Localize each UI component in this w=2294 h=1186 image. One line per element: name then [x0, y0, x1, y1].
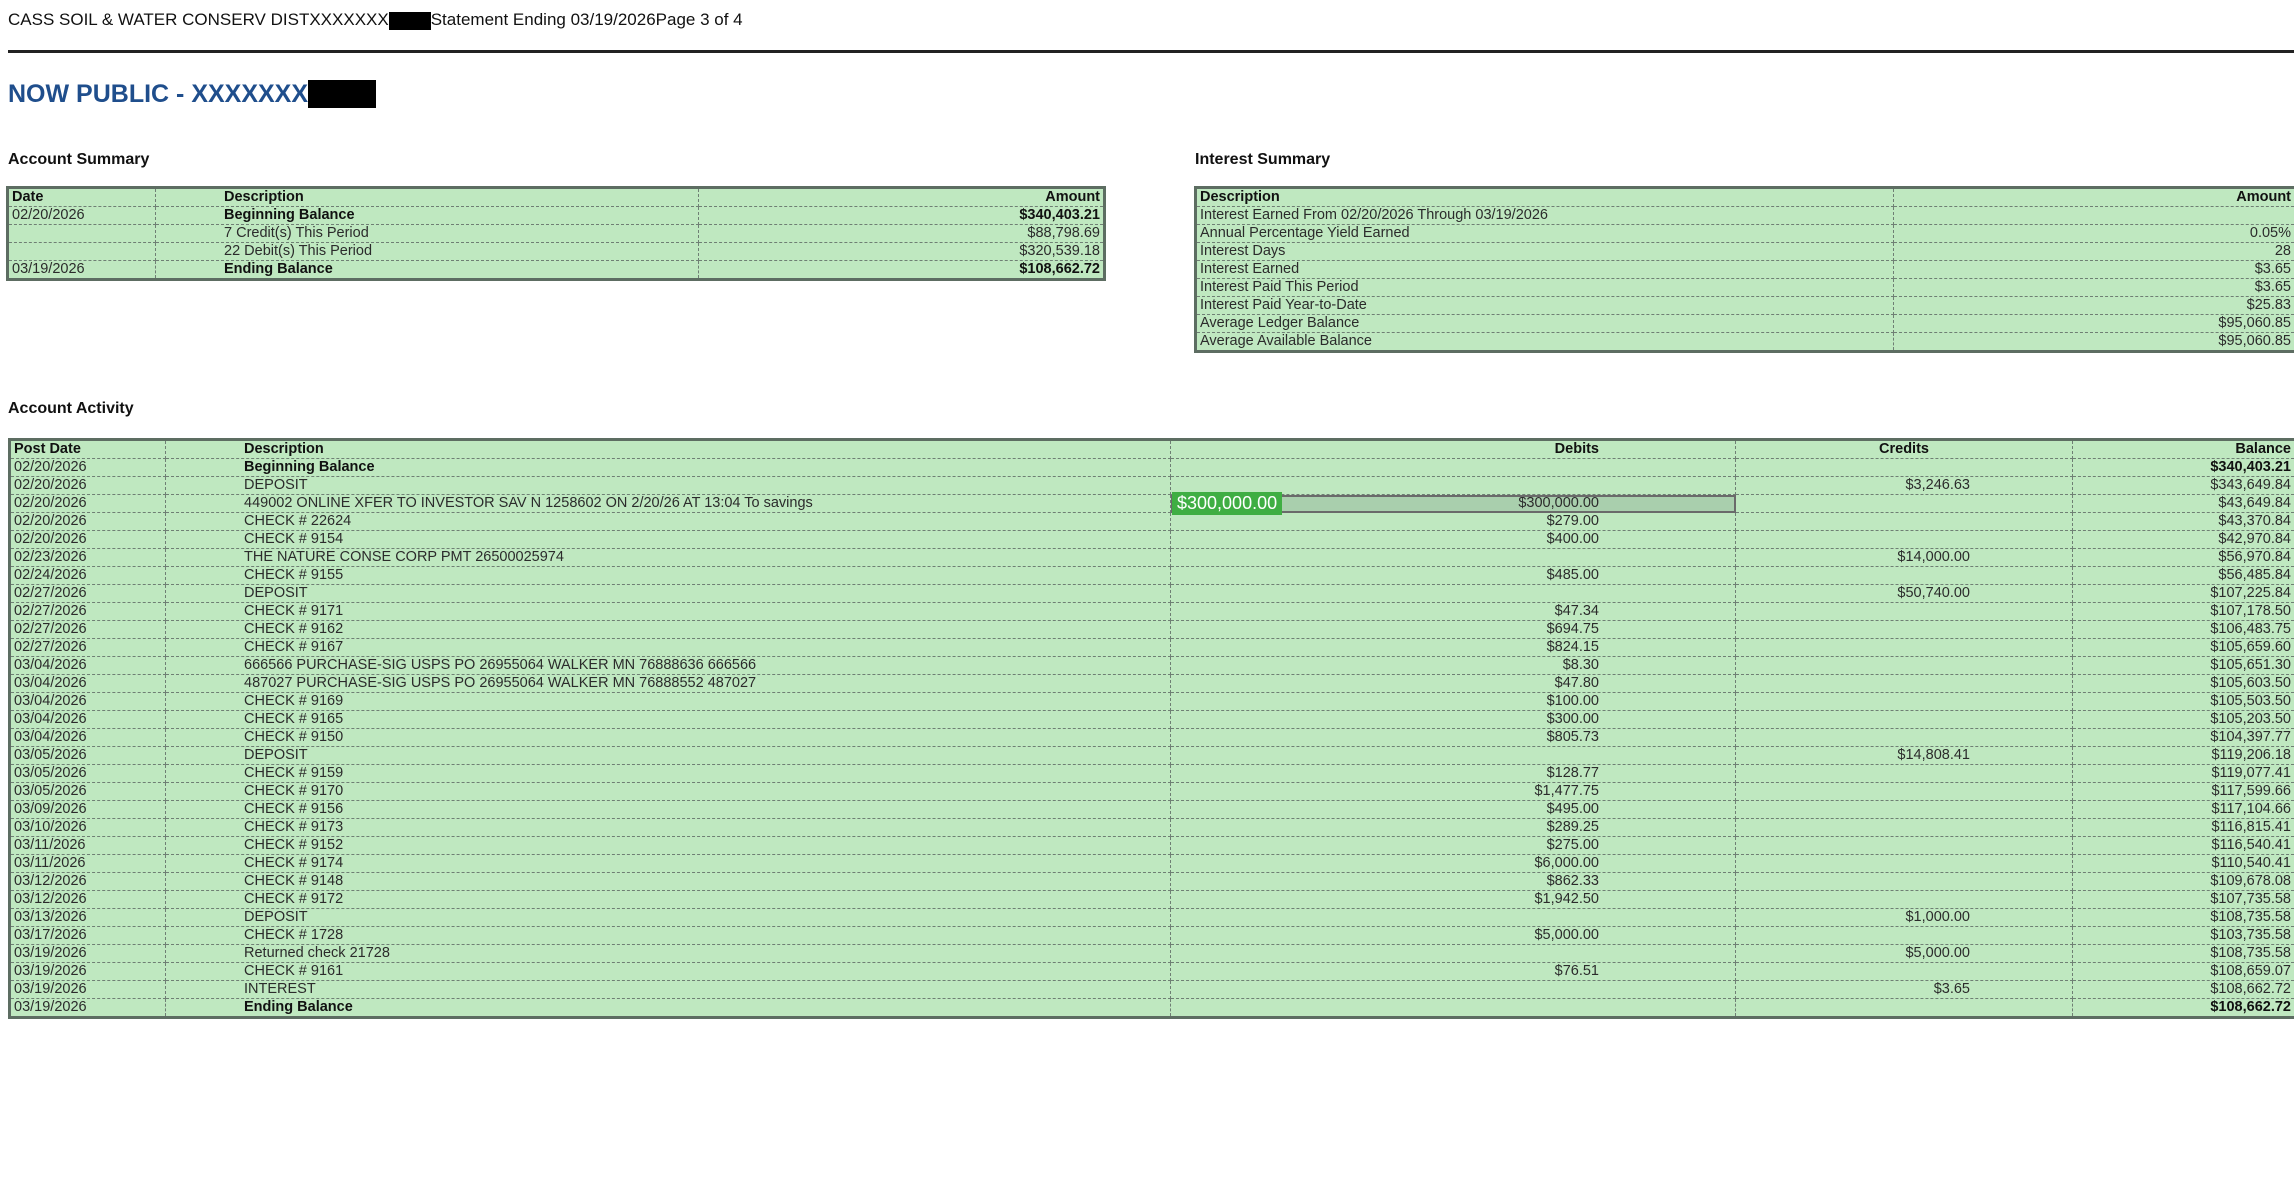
activity-credit[interactable]: [1736, 873, 2073, 891]
summary-header-row: [8, 188, 1105, 207]
activity-row[interactable]: [10, 549, 2294, 567]
summary-amount: $108,662.72: [699, 261, 1105, 280]
activity-balance[interactable]: $106,483.75: [2073, 621, 2294, 639]
activity-post-date: 03/05/2026: [10, 765, 166, 783]
interest-row: [1196, 225, 2294, 243]
summary-row: [8, 225, 1105, 243]
activity-balance[interactable]: $105,503.50: [2073, 693, 2294, 711]
activity-balance[interactable]: $43,370.84: [2073, 513, 2294, 531]
activity-post-date: 02/27/2026: [10, 603, 166, 621]
activity-balance[interactable]: $119,077.41: [2073, 765, 2294, 783]
activity-row[interactable]: [10, 981, 2294, 999]
activity-row[interactable]: [10, 927, 2294, 945]
activity-debit[interactable]: $485.00: [1171, 567, 1736, 585]
activity-debit[interactable]: $279.00: [1171, 513, 1736, 531]
activity-credit[interactable]: [1736, 891, 2073, 909]
activity-description: Beginning Balance: [166, 459, 1171, 477]
activity-debit[interactable]: [1171, 981, 1736, 999]
activity-credit[interactable]: $5,000.00: [1736, 945, 2073, 963]
activity-description: CHECK # 9167: [166, 639, 1171, 657]
activity-row[interactable]: [10, 999, 2294, 1018]
redaction-box: [389, 12, 431, 30]
interest-amount: 28: [1894, 243, 2294, 261]
activity-balance[interactable]: $107,225.84: [2073, 585, 2294, 603]
interest-row: [1196, 279, 2294, 297]
activity-balance[interactable]: $108,659.07: [2073, 963, 2294, 981]
activity-post-date: 03/11/2026: [10, 855, 166, 873]
column-header-description: Description: [166, 440, 1171, 459]
summary-description: Ending Balance: [156, 261, 699, 280]
activity-description: CHECK # 9173: [166, 819, 1171, 837]
account-title-text: NOW PUBLIC - XXXXXXX: [8, 80, 309, 108]
interest-amount: $3.65: [1894, 279, 2294, 297]
activity-credit[interactable]: [1736, 567, 2073, 585]
interest-row: [1196, 207, 2294, 225]
interest-summary-title: Interest Summary: [1195, 151, 1331, 168]
activity-row[interactable]: [10, 693, 2294, 711]
activity-post-date: 03/19/2026: [10, 963, 166, 981]
redaction-box: [308, 80, 376, 108]
activity-credit[interactable]: [1736, 639, 2073, 657]
summary-row: [8, 207, 1105, 225]
activity-description: CHECK # 9159: [166, 765, 1171, 783]
activity-debit[interactable]: $289.25: [1171, 819, 1736, 837]
activity-debit[interactable]: $862.33: [1171, 873, 1736, 891]
activity-debit-selected[interactable]: $300,000.00: [1171, 495, 1736, 513]
account-summary-title: Account Summary: [8, 151, 150, 168]
activity-credit[interactable]: [1736, 729, 2073, 747]
activity-debit[interactable]: [1171, 459, 1736, 477]
activity-description: CHECK # 9174: [166, 855, 1171, 873]
activity-row[interactable]: [10, 783, 2294, 801]
activity-post-date: 03/13/2026: [10, 909, 166, 927]
activity-balance[interactable]: $110,540.41: [2073, 855, 2294, 873]
account-summary-table: [6, 186, 1106, 281]
summary-row: [8, 261, 1105, 280]
activity-credit[interactable]: [1736, 711, 2073, 729]
activity-post-date: 03/05/2026: [10, 783, 166, 801]
activity-credit[interactable]: [1736, 765, 2073, 783]
activity-row[interactable]: [10, 639, 2294, 657]
summary-amount: $88,798.69: [699, 225, 1105, 243]
page-number: Page 3 of 4: [655, 10, 743, 29]
org-name: CASS SOIL & WATER CONSERV DISTXXXXXXX: [8, 10, 389, 29]
activity-row[interactable]: [10, 567, 2294, 585]
activity-post-date: 03/17/2026: [10, 927, 166, 945]
activity-description: DEPOSIT: [166, 585, 1171, 603]
activity-debit[interactable]: $694.75: [1171, 621, 1736, 639]
activity-row[interactable]: [10, 873, 2294, 891]
activity-credit[interactable]: [1736, 999, 2073, 1018]
activity-credit[interactable]: [1736, 495, 2073, 513]
interest-amount: $3.65: [1894, 261, 2294, 279]
activity-balance[interactable]: $56,485.84: [2073, 567, 2294, 585]
activity-row[interactable]: [10, 801, 2294, 819]
summary-date: 03/19/2026: [8, 261, 156, 280]
activity-balance[interactable]: $108,662.72: [2073, 981, 2294, 999]
activity-balance[interactable]: $105,651.30: [2073, 657, 2294, 675]
activity-credit[interactable]: [1736, 603, 2073, 621]
activity-credit[interactable]: [1736, 675, 2073, 693]
activity-description: CHECK # 9171: [166, 603, 1171, 621]
activity-debit[interactable]: [1171, 999, 1736, 1018]
activity-balance[interactable]: $108,735.58: [2073, 909, 2294, 927]
activity-row[interactable]: [10, 711, 2294, 729]
activity-credit[interactable]: $3.65: [1736, 981, 2073, 999]
activity-balance[interactable]: $42,970.84: [2073, 531, 2294, 549]
activity-description: 449002 ONLINE XFER TO INVESTOR SAV N 1258602 ON 2/20/26 AT 13:04 To savings: [166, 495, 1171, 513]
activity-balance[interactable]: $343,649.84: [2073, 477, 2294, 495]
activity-post-date: 03/04/2026: [10, 711, 166, 729]
activity-debit[interactable]: $300.00: [1171, 711, 1736, 729]
activity-row[interactable]: [10, 747, 2294, 765]
activity-row[interactable]: [10, 585, 2294, 603]
column-header-credits: Credits: [1736, 440, 2073, 459]
activity-post-date: 03/05/2026: [10, 747, 166, 765]
activity-debit[interactable]: $824.15: [1171, 639, 1736, 657]
activity-debit[interactable]: $76.51: [1171, 963, 1736, 981]
activity-description: CHECK # 9162: [166, 621, 1171, 639]
activity-debit[interactable]: $6,000.00: [1171, 855, 1736, 873]
activity-debit[interactable]: $47.34: [1171, 603, 1736, 621]
activity-description: THE NATURE CONSE CORP PMT 26500025974: [166, 549, 1171, 567]
activity-post-date: 03/04/2026: [10, 675, 166, 693]
activity-description: 487027 PURCHASE-SIG USPS PO 26955064 WALKER MN 76888552 487027: [166, 675, 1171, 693]
activity-balance[interactable]: $108,735.58: [2073, 945, 2294, 963]
activity-description: CHECK # 9172: [166, 891, 1171, 909]
activity-debit[interactable]: [1171, 549, 1736, 567]
activity-row[interactable]: [10, 909, 2294, 927]
activity-credit[interactable]: $50,740.00: [1736, 585, 2073, 603]
activity-debit[interactable]: [1171, 945, 1736, 963]
interest-description: Annual Percentage Yield Earned: [1196, 225, 1894, 243]
activity-credit[interactable]: [1736, 693, 2073, 711]
activity-debit[interactable]: [1171, 747, 1736, 765]
interest-summary-table: [1194, 186, 2294, 353]
activity-balance[interactable]: $103,735.58: [2073, 927, 2294, 945]
column-header-post-date: Post Date: [10, 440, 166, 459]
activity-balance[interactable]: $116,815.41: [2073, 819, 2294, 837]
account-activity-title: Account Activity: [8, 400, 134, 417]
column-header-description: Description: [1196, 188, 1894, 207]
activity-balance[interactable]: $108,662.72: [2073, 999, 2294, 1018]
activity-description: CHECK # 9161: [166, 963, 1171, 981]
activity-row[interactable]: [10, 513, 2294, 531]
activity-credit[interactable]: [1736, 963, 2073, 981]
activity-row[interactable]: [10, 675, 2294, 693]
activity-balance[interactable]: $340,403.21: [2073, 459, 2294, 477]
activity-debit[interactable]: [1171, 909, 1736, 927]
activity-debit[interactable]: $1,477.75: [1171, 783, 1736, 801]
activity-balance[interactable]: $117,104.66: [2073, 801, 2294, 819]
activity-description: DEPOSIT: [166, 909, 1171, 927]
activity-description: DEPOSIT: [166, 747, 1171, 765]
activity-debit[interactable]: $1,942.50: [1171, 891, 1736, 909]
summary-date: 02/20/2026: [8, 207, 156, 225]
activity-credit[interactable]: [1736, 621, 2073, 639]
interest-description: Average Available Balance: [1196, 333, 1894, 352]
interest-amount: $95,060.85: [1894, 333, 2294, 352]
activity-row[interactable]: [10, 477, 2294, 495]
interest-description: Interest Days: [1196, 243, 1894, 261]
account-title: [8, 80, 376, 109]
activity-description: INTEREST: [166, 981, 1171, 999]
summary-description: Beginning Balance: [156, 207, 699, 225]
activity-balance[interactable]: $107,735.58: [2073, 891, 2294, 909]
activity-post-date: 02/27/2026: [10, 585, 166, 603]
interest-description: Interest Paid Year-to-Date: [1196, 297, 1894, 315]
activity-post-date: 02/20/2026: [10, 531, 166, 549]
activity-row[interactable]: [10, 837, 2294, 855]
column-header-amount: Amount: [699, 188, 1105, 207]
activity-row[interactable]: [10, 603, 2294, 621]
activity-credit[interactable]: $1,000.00: [1736, 909, 2073, 927]
activity-post-date: 03/11/2026: [10, 837, 166, 855]
interest-header-row: [1196, 188, 2294, 207]
activity-post-date: 03/04/2026: [10, 693, 166, 711]
summary-description: 22 Debit(s) This Period: [156, 243, 699, 261]
activity-credit[interactable]: [1736, 531, 2073, 549]
column-header-description: Description: [156, 188, 699, 207]
interest-description: Interest Earned From 02/20/2026 Through 03/19/2026: [1196, 207, 1894, 225]
column-header-debits: Debits: [1171, 440, 1736, 459]
activity-row[interactable]: [10, 495, 2294, 513]
activity-description: CHECK # 9155: [166, 567, 1171, 585]
activity-row[interactable]: [10, 765, 2294, 783]
interest-amount: 0.05%: [1894, 225, 2294, 243]
activity-credit[interactable]: $14,000.00: [1736, 549, 2073, 567]
activity-balance[interactable]: $56,970.84: [2073, 549, 2294, 567]
activity-debit[interactable]: $128.77: [1171, 765, 1736, 783]
activity-row[interactable]: [10, 621, 2294, 639]
activity-row[interactable]: [10, 963, 2294, 981]
column-header-amount: Amount: [1894, 188, 2294, 207]
activity-row[interactable]: [10, 945, 2294, 963]
activity-row[interactable]: [10, 657, 2294, 675]
activity-debit[interactable]: $400.00: [1171, 531, 1736, 549]
activity-credit[interactable]: $3,246.63: [1736, 477, 2073, 495]
activity-header-row: [10, 440, 2294, 459]
activity-credit[interactable]: [1736, 801, 2073, 819]
interest-amount: [1894, 207, 2294, 225]
interest-description: Interest Earned: [1196, 261, 1894, 279]
activity-description: CHECK # 1728: [166, 927, 1171, 945]
activity-description: CHECK # 9156: [166, 801, 1171, 819]
header-divider: [8, 50, 2294, 53]
activity-row[interactable]: [10, 855, 2294, 873]
activity-post-date: 02/24/2026: [10, 567, 166, 585]
activity-row[interactable]: [10, 819, 2294, 837]
summary-description: 7 Credit(s) This Period: [156, 225, 699, 243]
activity-post-date: 03/19/2026: [10, 945, 166, 963]
activity-row[interactable]: [10, 891, 2294, 909]
activity-credit[interactable]: [1736, 819, 2073, 837]
activity-post-date: 03/09/2026: [10, 801, 166, 819]
activity-post-date: 03/12/2026: [10, 873, 166, 891]
activity-debit[interactable]: [1171, 585, 1736, 603]
activity-post-date: 03/19/2026: [10, 981, 166, 999]
activity-debit[interactable]: $47.80: [1171, 675, 1736, 693]
activity-balance[interactable]: $107,178.50: [2073, 603, 2294, 621]
activity-credit[interactable]: [1736, 657, 2073, 675]
activity-description: Returned check 21728: [166, 945, 1171, 963]
activity-row[interactable]: [10, 531, 2294, 549]
interest-amount: $95,060.85: [1894, 315, 2294, 333]
activity-description: CHECK # 22624: [166, 513, 1171, 531]
activity-debit[interactable]: $100.00: [1171, 693, 1736, 711]
activity-debit[interactable]: $275.00: [1171, 837, 1736, 855]
activity-balance[interactable]: $43,649.84: [2073, 495, 2294, 513]
column-header-date: Date: [8, 188, 156, 207]
activity-credit[interactable]: [1736, 855, 2073, 873]
activity-balance[interactable]: $117,599.66: [2073, 783, 2294, 801]
activity-balance[interactable]: $105,659.60: [2073, 639, 2294, 657]
activity-post-date: 02/20/2026: [10, 477, 166, 495]
interest-row: [1196, 297, 2294, 315]
activity-balance[interactable]: $109,678.08: [2073, 873, 2294, 891]
activity-credit[interactable]: [1736, 459, 2073, 477]
interest-amount: $25.83: [1894, 297, 2294, 315]
activity-credit[interactable]: [1736, 837, 2073, 855]
activity-description: CHECK # 9150: [166, 729, 1171, 747]
interest-row: [1196, 243, 2294, 261]
activity-post-date: 02/27/2026: [10, 621, 166, 639]
activity-description: CHECK # 9165: [166, 711, 1171, 729]
activity-debit[interactable]: $495.00: [1171, 801, 1736, 819]
statement-ending: Statement Ending 03/19/2026: [430, 10, 656, 29]
activity-description: CHECK # 9152: [166, 837, 1171, 855]
activity-post-date: 03/04/2026: [10, 657, 166, 675]
summary-amount: $340,403.21: [699, 207, 1105, 225]
activity-post-date: 03/12/2026: [10, 891, 166, 909]
activity-credit[interactable]: [1736, 783, 2073, 801]
activity-row[interactable]: [10, 459, 2294, 477]
interest-description: Interest Paid This Period: [1196, 279, 1894, 297]
activity-post-date: 03/10/2026: [10, 819, 166, 837]
summary-row: [8, 243, 1105, 261]
activity-balance[interactable]: $105,603.50: [2073, 675, 2294, 693]
activity-post-date: 02/23/2026: [10, 549, 166, 567]
activity-description: CHECK # 9154: [166, 531, 1171, 549]
summary-amount: $320,539.18: [699, 243, 1105, 261]
activity-description: DEPOSIT: [166, 477, 1171, 495]
activity-balance[interactable]: $119,206.18: [2073, 747, 2294, 765]
activity-post-date: 02/20/2026: [10, 513, 166, 531]
activity-credit[interactable]: [1736, 513, 2073, 531]
activity-description: CHECK # 9169: [166, 693, 1171, 711]
interest-description: Average Ledger Balance: [1196, 315, 1894, 333]
activity-description: CHECK # 9170: [166, 783, 1171, 801]
activity-balance[interactable]: $104,397.77: [2073, 729, 2294, 747]
activity-balance[interactable]: $105,203.50: [2073, 711, 2294, 729]
column-header-balance: Balance: [2073, 440, 2294, 459]
interest-row: [1196, 333, 2294, 352]
interest-row: [1196, 261, 2294, 279]
activity-row[interactable]: [10, 729, 2294, 747]
activity-debit[interactable]: $5,000.00: [1171, 927, 1736, 945]
activity-description: Ending Balance: [166, 999, 1171, 1018]
activity-post-date: 03/04/2026: [10, 729, 166, 747]
activity-post-date: 02/20/2026: [10, 495, 166, 513]
summary-date: [8, 243, 156, 261]
activity-post-date: 02/27/2026: [10, 639, 166, 657]
activity-post-date: 03/19/2026: [10, 999, 166, 1018]
selection-tooltip: $300,000.00: [1172, 492, 1282, 515]
activity-post-date: 02/20/2026: [10, 459, 166, 477]
activity-balance[interactable]: $116,540.41: [2073, 837, 2294, 855]
activity-debit[interactable]: $805.73: [1171, 729, 1736, 747]
statement-header: [8, 10, 743, 30]
interest-row: [1196, 315, 2294, 333]
activity-credit[interactable]: [1736, 927, 2073, 945]
summary-date: [8, 225, 156, 243]
activity-description: CHECK # 9148: [166, 873, 1171, 891]
activity-description: 666566 PURCHASE-SIG USPS PO 26955064 WALKER MN 76888636 666566: [166, 657, 1171, 675]
activity-credit[interactable]: $14,808.41: [1736, 747, 2073, 765]
activity-debit[interactable]: $8.30: [1171, 657, 1736, 675]
account-activity-table: [8, 438, 2294, 1019]
